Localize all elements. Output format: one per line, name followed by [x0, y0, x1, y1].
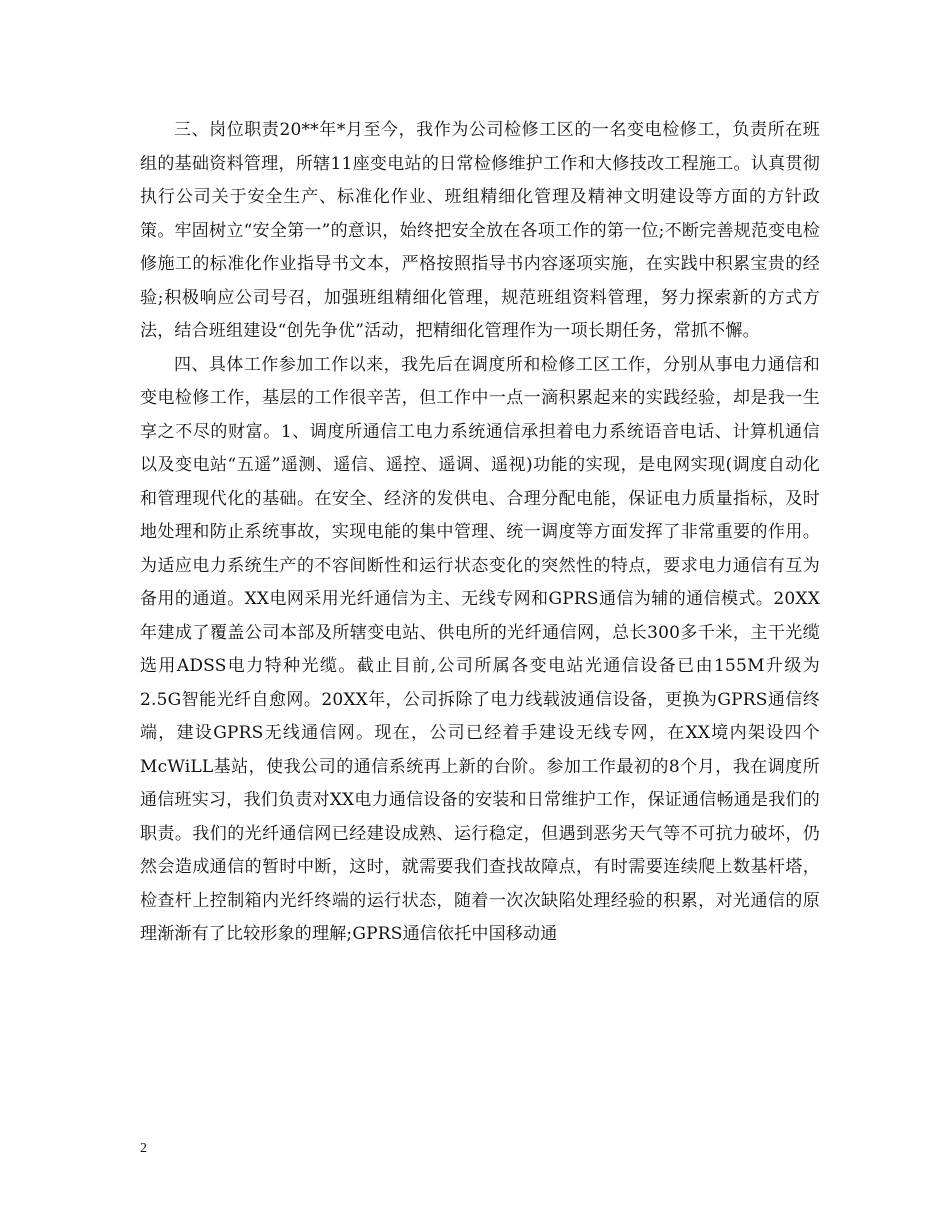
page-number: 2: [140, 1141, 147, 1156]
paragraph-specific-work: 四、具体工作参加工作以来，我先后在调度所和检修工区工作，分别从事电力通信和变电检修工作，基层的工作很辛苦，但工作中一点一滴积累起来的实践经验，却是我一生享之不尽的财富。1、调度所通信工电力系统通信承担着电力系统语音电话、计算机通信以及变电站“五遥”遥测、遥信、遥控、遥调、遥视)功能的实现，是电网实现(调度自动化和管理现代化的基础。在安全、经济的发供电、合理分配电能，保证电力质量指标，及时地处理和防止系统事故，实现电能的集中管理、统一调度等方面发挥了非常重要的作用。为适应电力系统生产的不容间断性和运行状态变化的突然性的特点，要求电力通信有互为备用的通道。XX电网采用光纤通信为主、无线专网和GPRS通信为辅的通信模式。20XX年建成了覆盖公司本部及所辖变电站、供电所的光纤通信网，总长300多千米，主干光缆选用ADSS电力特种光缆。截止目前,公司所属各变电站光通信设备已由155M升级为2.5G智能光纤自愈网。20XX年，公司拆除了电力线载波通信设备，更换为GPRS通信终端，建设GPRS无线通信网。现在，公司已经着手建设无线专网，在XX境内架设四个McWiLL基站，使我公司的通信系统再上新的台阶。参加工作最初的8个月，我在调度所通信班实习，我们负责对XX电力通信设备的安装和日常维护工作，保证通信畅通是我们的职责。我们的光纤通信网已经建设成熟、运行稳定，但遇到恶劣天气等不可抗力破坏，仍然会造成通信的暂时中断，这时，就需要我们查找故障点，有时需要连续爬上数基杆塔，检查杆上控制箱内光纤终端的运行状态，随着一次次缺陷处理经验的积累，对光通信的原理渐渐有了比较形象的理解;GPRS通信依托中国移动通: [140, 354, 820, 944]
document-body: [140, 114, 820, 952]
paragraph-job-duties: 三、岗位职责20**年*月至今，我作为公司检修工区的一名变电检修工，负责所在班组的基础资料管理，所辖11座变电站的日常检修维护工作和大修技改工程施工。认真贯彻执行公司关于安全生产、标准化作业、班组精细化管理及精神文明建设等方面的方针政策。牢固树立“安全第一”的意识，始终把安全放在各项工作的第一位;不断完善规范变电检修施工的标准化作业指导书文本，严格按照指导书内容逐项实施，在实践中积累宝贵的经验;积极响应公司号召，加强班组精细化管理，规范班组资料管理，努力探索新的方式方法，结合班组建设“创先争优”活动，把精细化管理作为一项长期任务，常抓不懈。: [140, 120, 820, 341]
